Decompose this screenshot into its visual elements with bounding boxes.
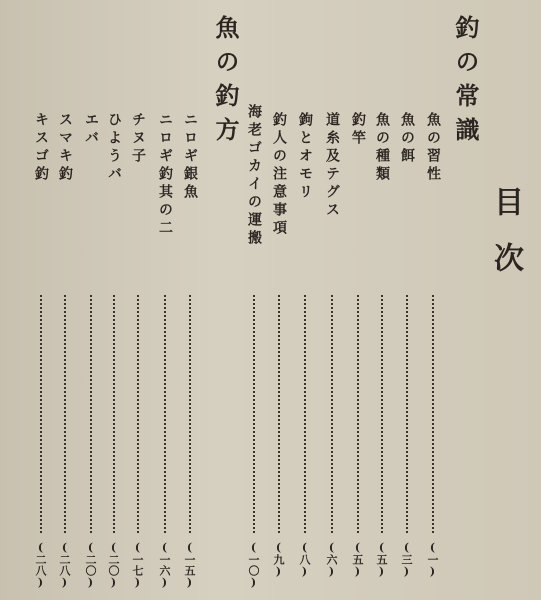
dot-leader bbox=[357, 295, 361, 533]
dot-leader bbox=[40, 295, 44, 533]
toc-entry-page: (一) bbox=[426, 541, 439, 578]
toc-entry-page: (九) bbox=[272, 541, 285, 578]
toc-entry-title: 魚の習性 bbox=[425, 112, 441, 184]
toc-entry-page: (二〇) bbox=[107, 541, 120, 589]
toc-entry-title: 道糸及テグス bbox=[324, 112, 340, 220]
dot-leader bbox=[113, 295, 117, 533]
toc-entry-title: ニロギ銀魚 bbox=[182, 112, 198, 202]
dot-leader bbox=[406, 295, 410, 533]
section-heading-how-to-fish: 魚の釣方 bbox=[211, 15, 240, 151]
dot-leader bbox=[64, 295, 68, 533]
toc-entry-page: (二八) bbox=[58, 541, 71, 589]
dot-leader bbox=[189, 295, 193, 533]
dot-leader bbox=[331, 295, 335, 533]
dot-leader bbox=[432, 295, 436, 533]
toc-entry-page: (八) bbox=[298, 541, 311, 578]
toc-entry-page: (二八) bbox=[34, 541, 47, 589]
toc-entry-page: (一五) bbox=[183, 541, 196, 589]
toc-entry-page: (一六) bbox=[158, 541, 171, 589]
toc-entry-title: スマキ釣 bbox=[57, 112, 73, 184]
toc-entry-title: ひようバ bbox=[106, 112, 122, 184]
dot-leader bbox=[164, 295, 168, 533]
toc-entry-page: (六) bbox=[325, 541, 338, 578]
section-heading-fishing-basics: 釣の常識 bbox=[451, 15, 480, 151]
dot-leader bbox=[278, 295, 282, 533]
toc-entry-page: (一〇) bbox=[247, 541, 260, 589]
toc-entry-title: エバ bbox=[83, 112, 99, 148]
toc-entry-title: ニロギ釣其の二 bbox=[157, 112, 173, 238]
dot-leader bbox=[137, 295, 141, 533]
toc-entry-title: 魚の餌 bbox=[399, 112, 415, 166]
toc-entry-title: チヌ子 bbox=[130, 112, 146, 166]
toc-entry-page: (二〇) bbox=[84, 541, 97, 589]
toc-entry-title: 釣人の注意事項 bbox=[271, 112, 287, 238]
toc-entry-title: 釣竿 bbox=[350, 112, 366, 148]
toc-entry-title: 海老ゴカイの運搬 bbox=[246, 104, 262, 248]
toc-entry-title: キスゴ釣 bbox=[33, 112, 49, 184]
toc-entry-page: (三) bbox=[400, 541, 413, 578]
toc-entry-title: 魚の種類 bbox=[374, 112, 390, 184]
toc-entry-page: (五) bbox=[375, 541, 388, 578]
toc-entry-title: 鉤とオモリ bbox=[297, 112, 313, 202]
dot-leader bbox=[253, 295, 257, 533]
toc-entry-page: (五) bbox=[351, 541, 364, 578]
toc-entry-page: (一七) bbox=[131, 541, 144, 589]
toc-title: 目次 bbox=[488, 186, 523, 298]
dot-leader bbox=[90, 295, 94, 533]
dot-leader bbox=[381, 295, 385, 533]
dot-leader bbox=[304, 295, 308, 533]
